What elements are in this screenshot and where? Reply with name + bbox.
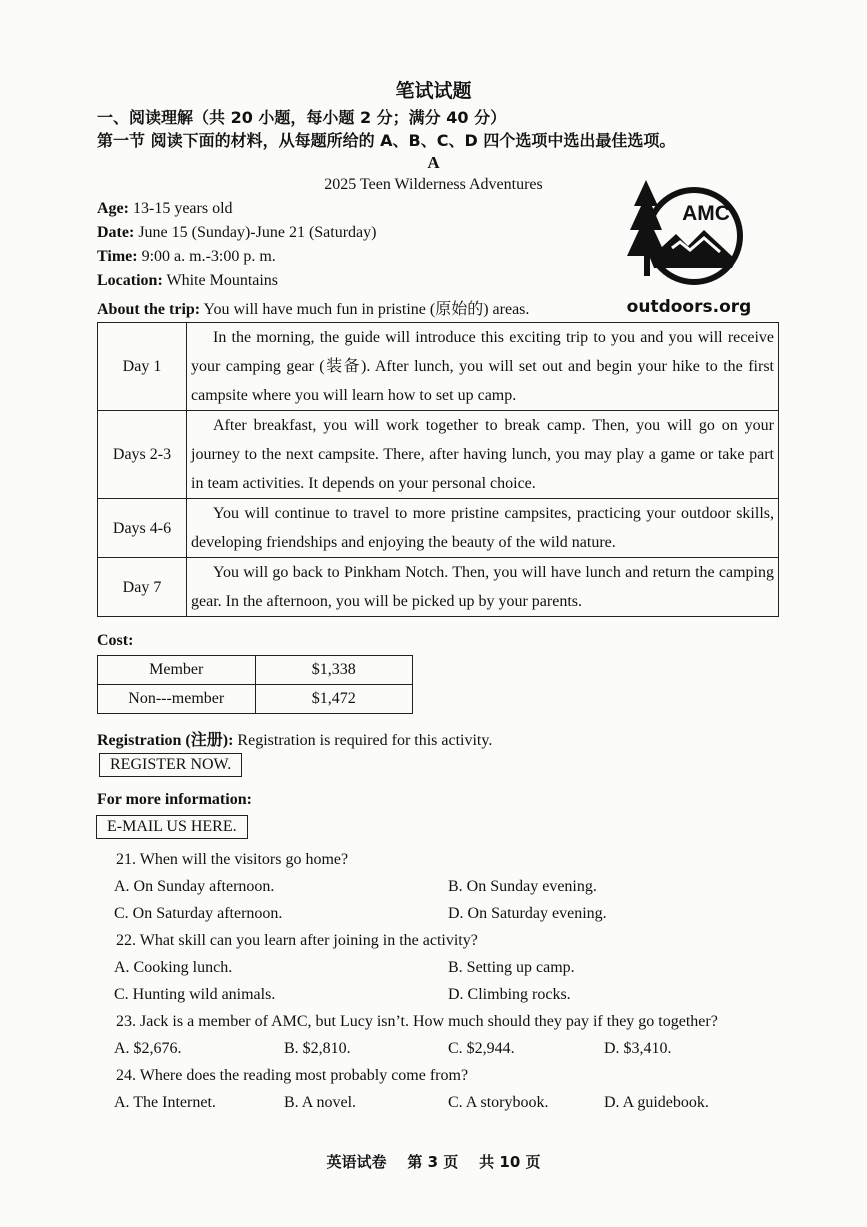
logo-text: AMC [682,202,730,225]
cost-type: Non---member [98,685,256,714]
answer-option: B. Setting up camp. [448,959,575,976]
about-label: About the trip: [97,301,201,318]
location-line [97,272,278,290]
cost-price: $1,338 [255,656,413,685]
answer-option: A. Cooking lunch. [114,959,233,976]
answer-option: D. A guidebook. [604,1094,709,1111]
cost-label: Cost: [97,632,134,649]
day-description: You will go back to Pinkham Notch. Then, you will have lunch and return the camping gear. In the afternoon, you will be picked up by your parents. [187,558,779,617]
page-title: 笔试试题 [395,80,472,102]
registration-text: Registration is required for this activity. [233,732,493,749]
mountain-tree-icon [624,176,754,321]
answer-option: A. On Sunday afternoon. [114,878,275,895]
answer-option: C. $2,944. [448,1040,515,1057]
time-label: Time: [97,248,138,265]
table-row [98,499,779,558]
table-row [98,411,779,499]
date-label: Date: [97,224,135,241]
section-heading: 一、阅读理解（共 20 小题，每小题 2 分；满分 40 分） [97,108,507,127]
time-line [97,248,276,266]
question-stem: 21. When will the visitors go home? [116,851,349,868]
amc-logo [624,176,754,321]
table-row [98,558,779,617]
table-row [98,656,413,685]
answer-option: D. Climbing rocks. [448,986,571,1003]
cost-table [97,655,413,714]
day-cell: Day 1 [98,323,187,411]
question-stem: 22. What skill can you learn after joining in the activity? [116,932,478,949]
date-value: June 15 (Sunday)-June 21 (Saturday) [134,224,377,241]
answer-option: B. A novel. [284,1094,357,1111]
about-value: You will have much fun in pristine (原始的) areas. [200,301,530,318]
more-info-label: For more information: [97,791,252,808]
cost-price: $1,472 [255,685,413,714]
page-footer: 英语试卷 第 3 页 共 10 页 [326,1153,541,1171]
answer-option: B. $2,810. [284,1040,351,1057]
location-value: White Mountains [162,272,279,289]
email-button[interactable]: E-MAIL US HERE. [96,815,248,839]
age-label: Age: [97,200,129,217]
question-stem: 24. Where does the reading most probably come from? [116,1067,469,1084]
answer-option: A. The Internet. [114,1094,216,1111]
answer-option: C. On Saturday afternoon. [114,905,283,922]
day-description: You will continue to travel to more pristine campsites, practicing your outdoor skills, developing friendships and enjoying the beauty of the wild nature. [187,499,779,558]
passage-title: 2025 Teen Wilderness Adventures [324,176,543,193]
answer-option: D. $3,410. [604,1040,672,1057]
day-cell: Day 7 [98,558,187,617]
answer-option: B. On Sunday evening. [448,878,597,895]
registration-label: Registration (注册): [97,732,234,749]
day-description: In the morning, the guide will introduce this exciting trip to you and you will receive your camping gear (装备). After lunch, you will set out and begin your hike to the first campsite where you will learn how to set up camp. [187,323,779,411]
registration-line [97,727,492,750]
day-cell: Days 2-3 [98,411,187,499]
age-value: 13-15 years old [128,200,233,217]
day-cell: Days 4-6 [98,499,187,558]
age-line [97,200,233,218]
time-value: 9:00 a. m.-3:00 p. m. [137,248,276,265]
question-stem: 23. Jack is a member of AMC, but Lucy isn’t. How much should they pay if they go together? [116,1013,718,1030]
section-instructions: 第一节 阅读下面的材料，从每题所给的 A、B、C、D 四个选项中选出最佳选项。 [97,131,676,150]
answer-option: C. A storybook. [448,1094,549,1111]
day-description: After breakfast, you will work together to break camp. Then, you will go on your journey to the next campsite. There, after having lunch, you may play a game or take part in team activities. It depends on your personal choice. [187,411,779,499]
location-label: Location: [97,272,163,289]
schedule-table [97,322,779,617]
table-row [98,685,413,714]
answer-option: C. Hunting wild animals. [114,986,276,1003]
logo-site: outdoors.org [626,297,752,317]
answer-option: D. On Saturday evening. [448,905,607,922]
about-line [97,296,529,319]
passage-letter: A [427,153,440,172]
register-button[interactable]: REGISTER NOW. [99,753,242,777]
answer-option: A. $2,676. [114,1040,182,1057]
cost-type: Member [98,656,256,685]
table-row [98,323,779,411]
date-line [97,224,376,242]
